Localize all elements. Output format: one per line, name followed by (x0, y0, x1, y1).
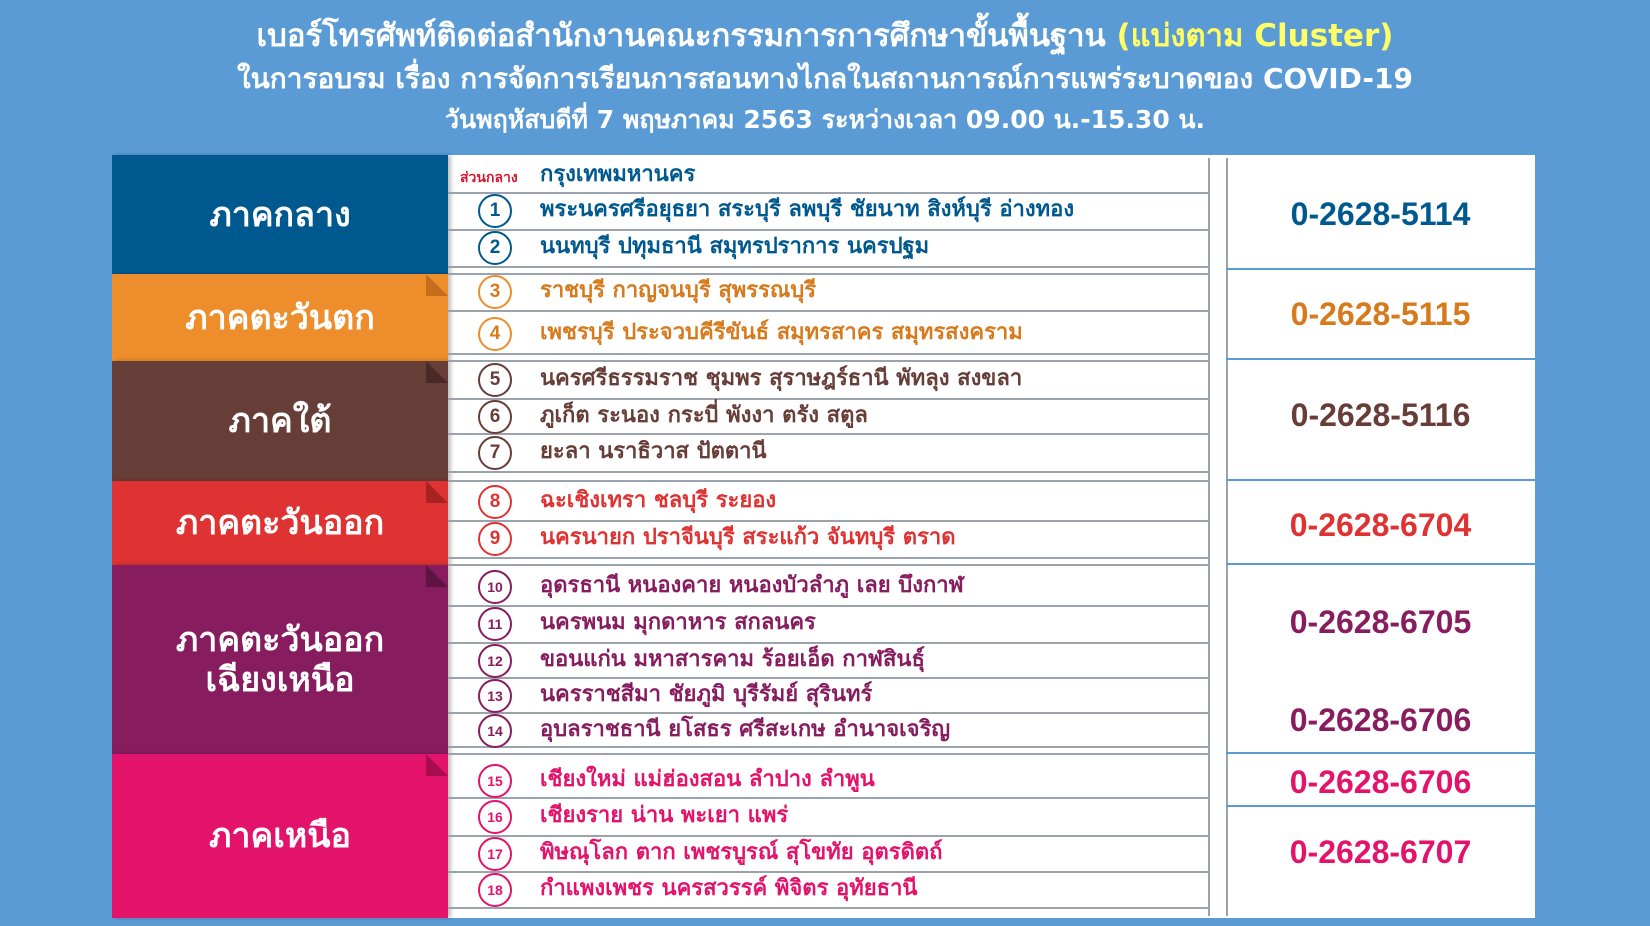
cluster-number: 10 (478, 570, 512, 604)
cluster-number: 8 (478, 485, 512, 519)
phone-central: 0-2628-5114 (1290, 196, 1471, 232)
list-item (448, 836, 1208, 872)
province-list: พิษณุโลก ตาก เพชรบูรณ์ สุโขทัย อุตรดิตถ์ (540, 840, 943, 865)
column-divider (1208, 158, 1210, 916)
region-north: ภาคเหนือ (112, 754, 448, 918)
row-divider (448, 471, 1208, 473)
row-divider (448, 564, 1208, 566)
province-list: กรุงเทพมหานคร (540, 162, 696, 187)
page-title (0, 14, 1650, 58)
list-item (448, 606, 1208, 642)
list-item (448, 872, 1208, 908)
province-list: กำแพงเพชร นครสวรรค์ พิจิตร อุทัยธานี (540, 876, 918, 901)
phone-divider (1226, 563, 1535, 565)
province-list: นครศรีธรรมราช ชุมพร สุราษฎร์ธานี พัทลุง สงขลา (540, 366, 1023, 391)
phone-west: 0-2628-5115 (1290, 296, 1471, 332)
title-highlight: (แบ่งตาม Cluster) (1116, 18, 1394, 54)
province-list: อุบลราชธานี ยโสธร ศรีสะเกษ อำนาจเจริญ (540, 717, 951, 742)
region-west: ภาคตะวันตก (112, 274, 448, 361)
cluster-number: 17 (478, 837, 512, 871)
row-divider (448, 353, 1208, 355)
province-list: นครนายก ปราจีนบุรี สระแก้ว จันทบุรี ตราด (540, 525, 956, 550)
phone-northeast-b: 0-2628-6706 (1289, 702, 1472, 738)
cluster-number: 5 (478, 363, 512, 397)
cluster-number: 2 (478, 231, 512, 265)
fold-south (426, 361, 448, 383)
central-tag: ส่วนกลาง (460, 170, 518, 186)
cluster-number: 6 (478, 400, 512, 434)
phone-divider (1226, 268, 1535, 270)
province-list: ราชบุรี กาญจนบุรี สุพรรณบุรี (540, 278, 817, 303)
list-item (448, 799, 1208, 835)
list-item (448, 643, 1208, 679)
list-item (448, 230, 1208, 266)
region-south: ภาคใต้ (112, 361, 448, 481)
list-item (448, 678, 1208, 714)
cluster-number: 14 (478, 714, 512, 748)
region-central: ภาคกลาง (112, 155, 448, 274)
phone-east: 0-2628-6704 (1289, 507, 1472, 543)
cluster-number: 1 (478, 194, 512, 228)
province-list: เชียงราย น่าน พะเยา แพร่ (540, 803, 789, 828)
list-item (448, 484, 1208, 520)
row-divider (448, 480, 1208, 482)
list-item (448, 316, 1208, 352)
province-list: อุดรธานี หนองคาย หนองบัวลำภู เลย บึงกาฬ (540, 573, 964, 598)
region-northeast: ภาคตะวันออก เฉียงเหนือ (112, 565, 448, 754)
cluster-number: 15 (478, 764, 512, 798)
list-item (448, 713, 1208, 749)
region-east: ภาคตะวันออก (112, 481, 448, 565)
phone-north-b: 0-2628-6707 (1289, 834, 1472, 870)
cluster-number: 16 (478, 800, 512, 834)
fold-northeast (426, 565, 448, 587)
province-list: ภูเก็ต ระนอง กระบี่ พังงา ตรัง สตูล (540, 403, 868, 428)
list-item (448, 763, 1208, 799)
phone-divider (1226, 358, 1535, 360)
list-item (448, 399, 1208, 435)
province-list: นนทบุรี ปทุมธานี สมุทรปราการ นครปฐม (540, 234, 930, 259)
cluster-number: 4 (478, 317, 512, 351)
province-list: ยะลา นราธิวาส ปัตตานี (540, 439, 767, 464)
row-divider (448, 557, 1208, 559)
list-item (448, 362, 1208, 398)
list-item (448, 158, 1208, 192)
row-divider (448, 310, 1208, 312)
province-list: นครพนม มุกดาหาร สกลนคร (540, 610, 816, 635)
cluster-number: 9 (478, 522, 512, 556)
province-list: นครราชสีมา ชัยภูมิ บุรีรัมย์ สุรินทร์ (540, 682, 873, 707)
cluster-number: 12 (478, 644, 512, 678)
phone-south: 0-2628-5116 (1290, 397, 1471, 433)
list-item (448, 274, 1208, 310)
province-list: พระนครศรีอยุธยา สระบุรี ลพบุรี ชัยนาท สิงห์บุรี อ่างทอง (540, 197, 1075, 222)
province-list: ฉะเชิงเทรา ชลบุรี ระยอง (540, 488, 777, 513)
title-main: เบอร์โทรศัพท์ติดต่อสำนักงานคณะกรรมการการศึกษาขั้นพื้นฐาน (256, 18, 1106, 54)
province-list: เพชรบุรี ประจวบคีรีขันธ์ สมุทรสาคร สมุทรสงคราม (540, 320, 1023, 345)
fold-west (426, 274, 448, 296)
cluster-number: 13 (478, 679, 512, 713)
province-list: ขอนแก่น มหาสารคาม ร้อยเอ็ด กาฬสินธุ์ (540, 647, 925, 672)
cluster-number: 11 (478, 607, 512, 641)
row-divider (448, 266, 1208, 268)
event-date: วันพฤหัสบดีที่ 7 พฤษภาคม 2563 ระหว่างเวลา 09.00 น.-15.30 น. (444, 105, 1206, 134)
row-divider (448, 753, 1208, 755)
cluster-number: 7 (478, 436, 512, 470)
fold-north (426, 754, 448, 776)
phone-divider (1226, 752, 1535, 754)
phone-divider (1226, 805, 1535, 807)
list-item (448, 521, 1208, 557)
list-item (448, 569, 1208, 605)
phone-north-a: 0-2628-6706 (1289, 764, 1472, 800)
list-item (448, 193, 1208, 229)
fold-east (426, 481, 448, 503)
page-header (0, 14, 1650, 140)
province-list: เชียงใหม่ แม่ฮ่องสอน ลำปาง ลำพูน (540, 767, 875, 792)
phone-divider (1226, 479, 1535, 481)
list-item (448, 435, 1208, 471)
phone-northeast-a: 0-2628-6705 (1289, 604, 1472, 640)
cluster-number: 3 (478, 275, 512, 309)
cluster-number: 18 (478, 873, 512, 907)
page-subtitle: ในการอบรม เรื่อง การจัดการเรียนการสอนทางไกลในสถานการณ์การแพร่ระบาดของ COVID-19 (236, 62, 1414, 95)
